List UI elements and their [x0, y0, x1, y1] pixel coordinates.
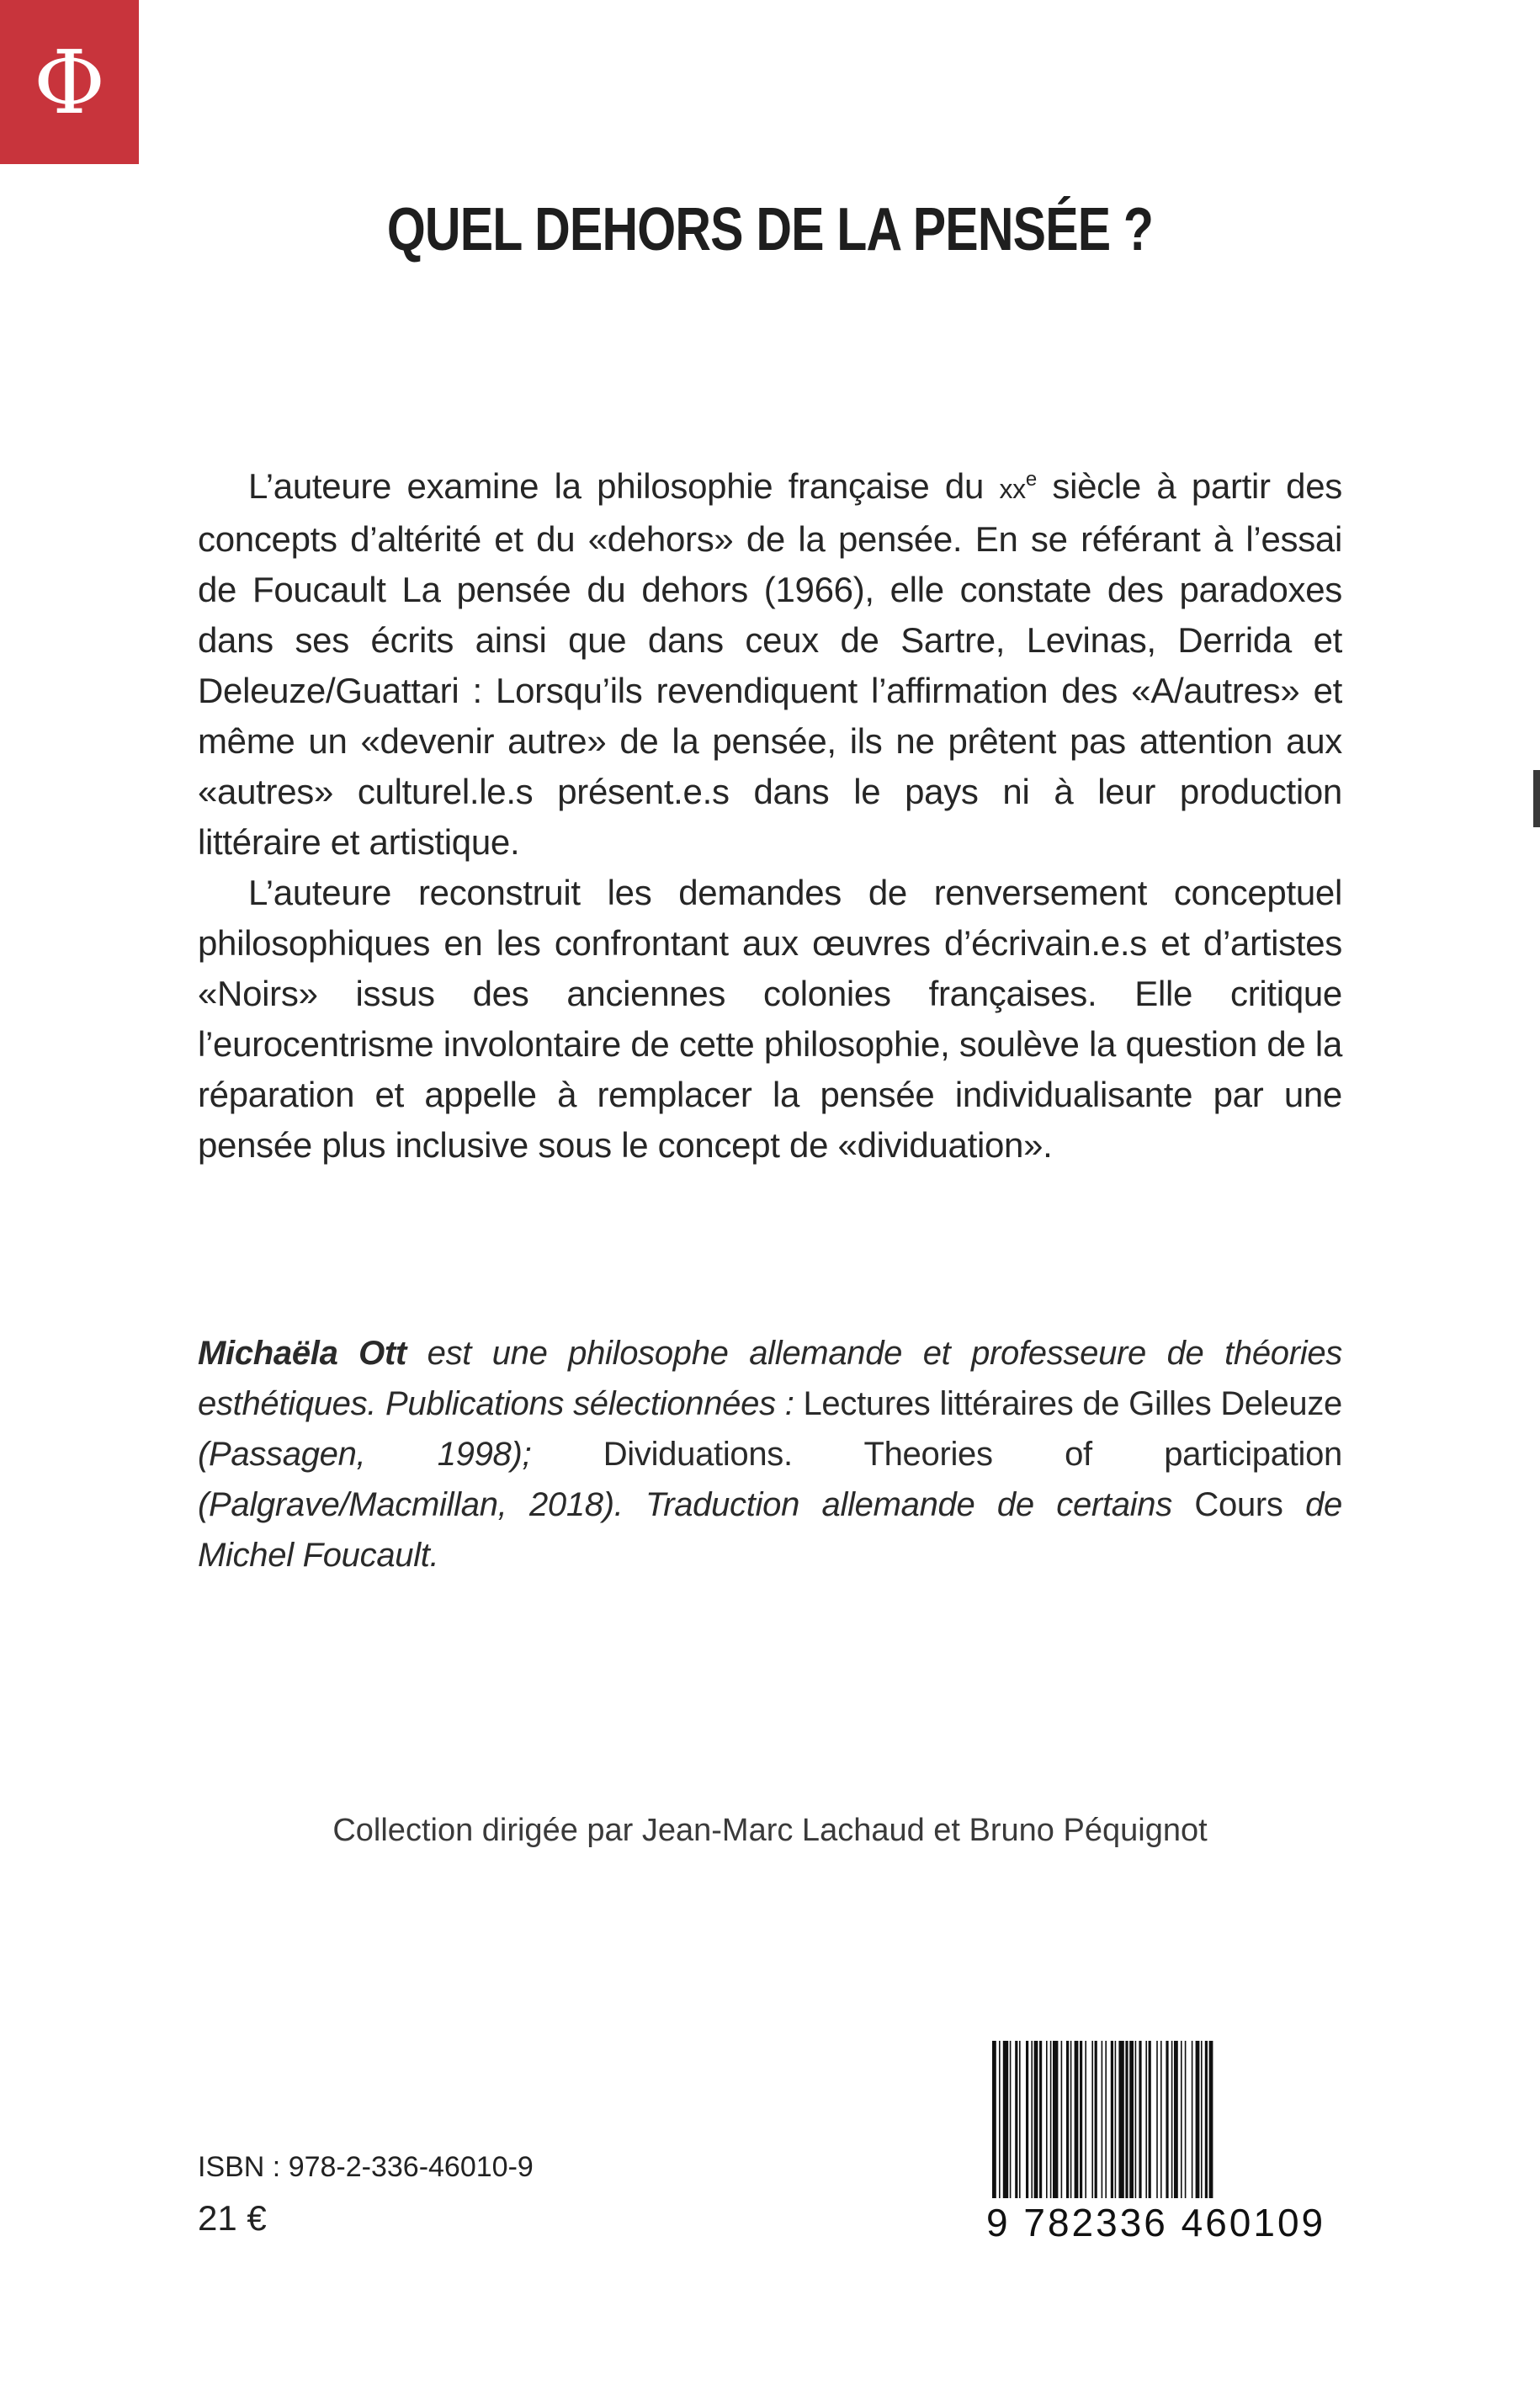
barcode-bar [1102, 2041, 1103, 2213]
summary-p1-rest: siècle à partir des concepts d’altérité et du «dehors» de la pensée. En se référant à l’essai de Foucault La pensée du dehors (1966), elle constate des paradoxes dans ses écrits ainsi que dans ceux de Sartre, Levinas, Derrida et Deleuze/Guattari : Lorsqu’ils revendiquent l’affirmation des «A/autres» et même un «devenir autre» de la pensée, ils ne prêtent pas attention aux «autres» culturel.le.s présent.e.s dans le pays ni à leur production littéraire et artistique. [198, 466, 1342, 862]
price: 21 € [198, 2198, 267, 2238]
summary-paragraph-2: L’auteure reconstruit les demandes de renversement conceptuel philosophiques en les confrontant aux œuvres d’écrivain.e.s et d’artistes «Noirs» issus des anciennes colonies françaises. Elle critique l’eurocentrisme involontaire de cette philosophie, soulève la question de la réparation et appelle à remplacer la pensée individualisante par une pensée plus inclusive sous le concept de «dividuation». [198, 873, 1342, 1165]
barcode-bar [1181, 2041, 1182, 2213]
barcode-bar [1192, 2041, 1193, 2213]
isbn: ISBN : 978-2-336-46010-9 [198, 2151, 534, 2183]
barcode-bar [1156, 2041, 1158, 2213]
barcode-bar [1139, 2041, 1141, 2213]
barcode-bar [1039, 2041, 1042, 2213]
barcode-bar [1080, 2041, 1082, 2213]
barcode-bar [1046, 2041, 1048, 2213]
book-title-1: Lectures littéraires de Gilles Deleuze [803, 1385, 1342, 1422]
century-superscript: e [1025, 468, 1037, 491]
barcode-bar [1125, 2041, 1128, 2213]
summary-paragraph-1 [198, 461, 1342, 868]
barcode-bar [1171, 2041, 1173, 2213]
barcode-bar [1201, 2041, 1203, 2213]
book-title-3: Cours [1194, 1486, 1283, 1523]
edge-mark [1533, 770, 1540, 827]
century-numeral: xx [999, 474, 1026, 504]
barcode-bar [1160, 2041, 1162, 2213]
barcode-bar [1145, 2041, 1147, 2213]
barcode-digits: 9 782336 460109 [986, 2198, 1357, 2247]
summary [198, 461, 1342, 1171]
barcode-bar [1066, 2041, 1069, 2213]
barcode-bar [1129, 2041, 1134, 2213]
barcode-bar [1019, 2041, 1021, 2213]
barcode-bar [1115, 2041, 1117, 2213]
barcode-bar [1026, 2041, 1028, 2213]
book-title-2: Dividuations. Theories of participation [603, 1436, 1342, 1473]
bio-text-1: est une philosophe allemande et professeure de théories esthétiques. Publications sélectionnées : [198, 1335, 1342, 1422]
summary-p1-start: L’auteure examine la philosophie française du [248, 466, 1000, 506]
book-title: QUEL DEHORS DE LA PENSÉE ? [386, 196, 1154, 263]
barcode-bar [1075, 2041, 1079, 2213]
barcode-bar [1010, 2041, 1012, 2213]
barcode-bar [1003, 2041, 1008, 2213]
barcode-bar [1015, 2041, 1017, 2213]
barcode-bar [1053, 2041, 1058, 2213]
author-name: Michaëla Ott [198, 1335, 407, 1372]
barcode-bar [1185, 2041, 1187, 2213]
barcode-bar [1085, 2041, 1086, 2213]
barcode-bar [1174, 2041, 1178, 2213]
author-bio [198, 1328, 1342, 1580]
bio-text-4: de Michel Foucault. [198, 1486, 1342, 1574]
barcode-bar [1196, 2041, 1200, 2213]
barcode-bar [1166, 2041, 1168, 2213]
publisher-logo [0, 0, 139, 164]
barcode-bar [1070, 2041, 1072, 2213]
barcode-bar [1135, 2041, 1137, 2213]
bio-text-2: (Passagen, 1998); [198, 1436, 603, 1473]
barcode-bar [1095, 2041, 1097, 2213]
barcode-bar [1050, 2041, 1052, 2213]
phi-logo-icon: Φ [33, 30, 106, 134]
bio-text-3: (Palgrave/Macmillan, 2018). Traduction allemande de certains [198, 1486, 1195, 1523]
collection-credit: Collection dirigée par Jean-Marc Lachaud et Bruno Péquignot [332, 1813, 1208, 1848]
barcode-bar [1031, 2041, 1033, 2213]
barcode-bar [1091, 2041, 1093, 2213]
barcode-bar [1034, 2041, 1038, 2213]
barcode-bar [1061, 2041, 1063, 2213]
barcode-bar [1118, 2041, 1123, 2213]
barcode-bar [1149, 2041, 1151, 2213]
